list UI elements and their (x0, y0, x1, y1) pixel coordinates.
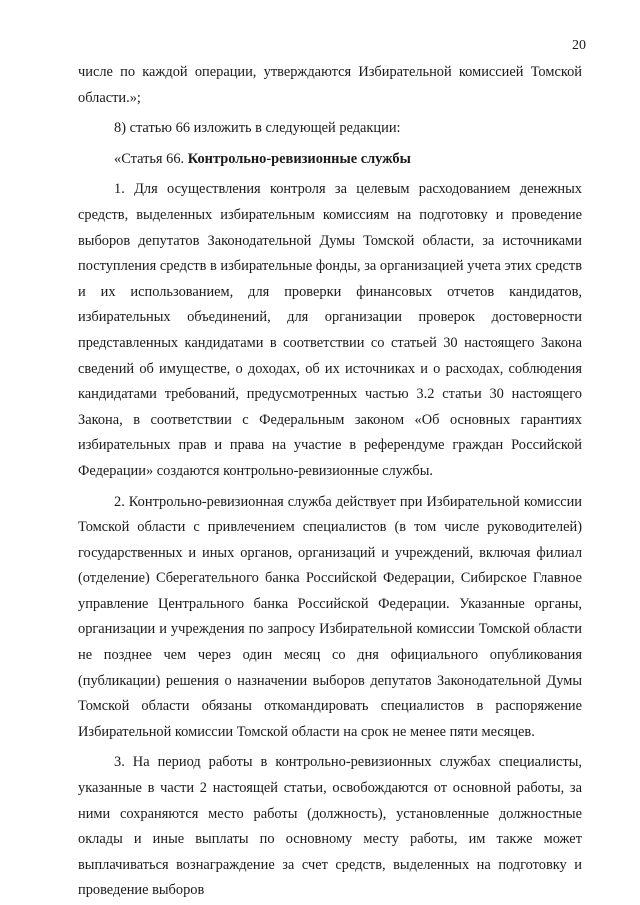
article-part-1: 1. Для осуществления контроля за целевым расходованием денежных средств, выделенных избирательным комиссиям на подготовку и проведение выборов депутатов Законодательной Думы Томской области, за источниками поступления средств в избирательные фонды, за организацией учета этих средств и их использованием, для проверки финансовых отчетов кандидатов, избирательных объединений, для организации проверок достоверности представленных кандидатами в соответствии со статьей 30 настоящего Закона сведений об имуществе, о доходах, об их источниках и о расходах, соблюдения кандидатами требований, предусмотренных частью 3.2 статьи 30 настоящего Закона, в соответствии с Федеральным законом «Об основных гарантиях избирательных прав и права на участие в референдуме граждан Российской Федерации» создаются контрольно-ревизионные службы. (78, 181, 582, 479)
article-heading-title: Контрольно-ревизионные службы (187, 150, 411, 167)
document-body (78, 60, 582, 904)
paragraph-continuation: числе по каждой операции, утверждаются Избирательной комиссией Томской области.»; (78, 64, 582, 106)
paragraph-amendment-item: 8) статью 66 изложить в следующей редакции: (114, 120, 401, 137)
article-heading (78, 147, 582, 173)
article-part-3: 3. На период работы в контрольно-ревизионных службах специалисты, указанные в части 2 настоящей статьи, освобождаются от основной работы, за ними сохраняются место работы (должность), установленные должностные оклады и иные выплаты по основному месту работы, им также может выплачиваться вознаграждение за счет средств, выделенных на подготовку и проведение выборов (78, 754, 582, 899)
article-part-2: 2. Контрольно-ревизионная служба действует при Избирательной комиссии Томской области с привлечением специалистов (в том числе руководителей) государственных и иных органов, организаций и учреждений, включая филиал (отделение) Сберегательного банка Российской Федерации, Сибирское Главное управление Центрального банка Российской Федерации. Указанные органы, организации и учреждения по запросу Избирательной комиссии Томской области не позднее чем через один месяц со дня официального опубликования (публикации) решения о назначении выборов депутатов Законодательной Думы Томской области обязаны откомандировать специалистов в распоряжение Избирательной комиссии Томской области на срок не менее пяти месяцев. (78, 493, 582, 740)
page-number: 20 (572, 38, 586, 53)
article-heading-prefix: «Статья 66. (114, 150, 188, 167)
